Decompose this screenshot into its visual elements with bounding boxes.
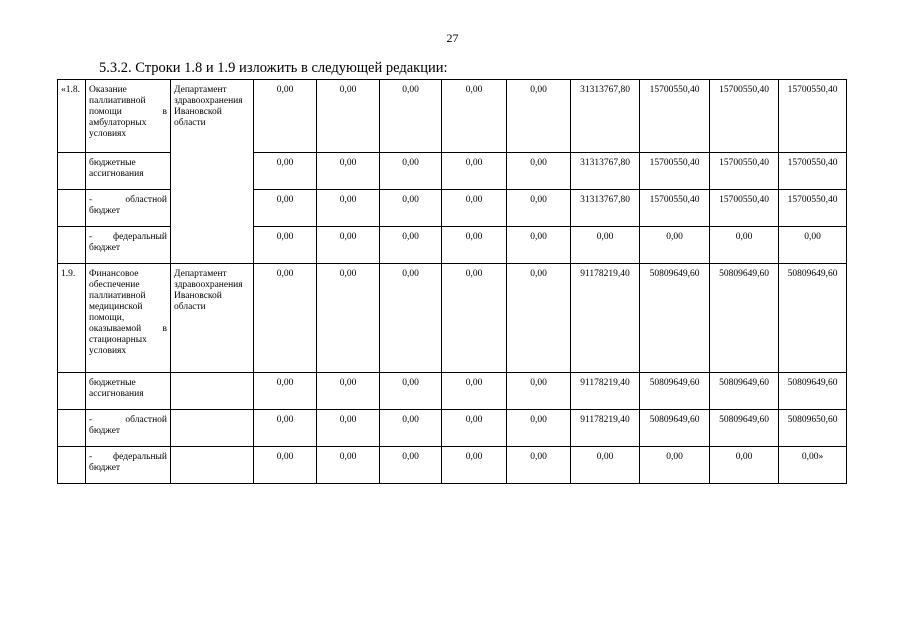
table-cell: 0,00	[254, 447, 317, 484]
section-heading: 5.3.2. Строки 1.8 и 1.9 изложить в следующей редакции:	[99, 60, 448, 76]
table-cell: 91178219,40	[571, 264, 640, 373]
row-index	[58, 373, 86, 410]
table-cell: 0,00	[710, 227, 779, 264]
row-index	[58, 153, 86, 190]
table-cell: 0,00	[254, 190, 317, 227]
table-cell: 0,00	[317, 373, 380, 410]
table-cell: 0,00	[380, 410, 442, 447]
table-cell: 0,00	[317, 447, 380, 484]
table-cell: 0,00	[317, 227, 380, 264]
row-name: Оказание паллиативной помощи в амбулаторных условиях	[86, 80, 171, 153]
table-cell: 50809649,60	[779, 264, 847, 373]
row-index: 1.9.	[58, 264, 86, 373]
table-cell: 50809649,60	[779, 373, 847, 410]
budget-table-body	[58, 80, 847, 484]
table-cell: 0,00	[317, 410, 380, 447]
table-cell: 0,00	[571, 227, 640, 264]
table-cell: 50809650,60	[779, 410, 847, 447]
table-cell: 0,00	[442, 410, 507, 447]
row-executor	[171, 447, 254, 484]
row-index: «1.8.	[58, 80, 86, 153]
table-cell: 0,00»	[779, 447, 847, 484]
row-index	[58, 190, 86, 227]
table-cell: 50809649,60	[710, 264, 779, 373]
table-cell: 0,00	[317, 190, 380, 227]
table-cell: 15700550,40	[710, 190, 779, 227]
table-cell: 50809649,60	[640, 264, 710, 373]
table-cell: 15700550,40	[710, 80, 779, 153]
table-cell: 0,00	[317, 153, 380, 190]
table-cell: 0,00	[779, 227, 847, 264]
table-cell: 0,00	[380, 447, 442, 484]
table-cell: 0,00	[507, 373, 571, 410]
table-cell: 0,00	[507, 153, 571, 190]
table-cell: 15700550,40	[640, 80, 710, 153]
table-cell: 0,00	[254, 264, 317, 373]
table-cell: 0,00	[507, 447, 571, 484]
table-cell: 15700550,40	[640, 190, 710, 227]
row-index	[58, 227, 86, 264]
row-index	[58, 410, 86, 447]
table-cell: 91178219,40	[571, 373, 640, 410]
table-cell: 15700550,40	[779, 80, 847, 153]
table-row	[58, 373, 847, 410]
table-row-1-9	[58, 264, 847, 373]
row-executor	[171, 373, 254, 410]
table-row	[58, 410, 847, 447]
row-index	[58, 447, 86, 484]
table-cell: 0,00	[710, 447, 779, 484]
table-cell: 0,00	[507, 410, 571, 447]
row-label: - федеральный бюджет	[86, 447, 171, 484]
table-cell: 0,00	[317, 264, 380, 373]
row-executor: Департамент здравоохранения Ивановской области	[171, 80, 254, 264]
table-cell: 31313767,80	[571, 80, 640, 153]
table-cell: 50809649,60	[710, 373, 779, 410]
table-cell: 0,00	[442, 447, 507, 484]
table-cell: 0,00	[380, 373, 442, 410]
table-cell: 0,00	[640, 447, 710, 484]
table-cell: 15700550,40	[710, 153, 779, 190]
table-cell: 0,00	[442, 373, 507, 410]
table-cell: 0,00	[380, 264, 442, 373]
table-cell: 0,00	[254, 227, 317, 264]
table-cell: 0,00	[442, 227, 507, 264]
table-cell: 0,00	[442, 153, 507, 190]
table-cell: 31313767,80	[571, 190, 640, 227]
table-cell: 0,00	[507, 264, 571, 373]
table-cell: 15700550,40	[640, 153, 710, 190]
table-cell: 15700550,40	[779, 153, 847, 190]
table-row-1-8	[58, 80, 847, 153]
table-cell: 0,00	[640, 227, 710, 264]
table-row	[58, 447, 847, 484]
table-cell: 0,00	[442, 190, 507, 227]
table-cell: 0,00	[442, 80, 507, 153]
table-cell: 50809649,60	[640, 373, 710, 410]
table-cell: 31313767,80	[571, 153, 640, 190]
table-cell: 0,00	[380, 190, 442, 227]
table-cell: 50809649,60	[640, 410, 710, 447]
table-cell: 0,00	[254, 410, 317, 447]
table-cell: 0,00	[507, 80, 571, 153]
page-number: 27	[446, 31, 459, 45]
table-cell: 50809649,60	[710, 410, 779, 447]
row-label: - областной бюджет	[86, 190, 171, 227]
row-label: бюджетные ассигнования	[86, 153, 171, 190]
table-cell: 0,00	[571, 447, 640, 484]
table-cell: 0,00	[380, 153, 442, 190]
table-cell: 0,00	[254, 80, 317, 153]
table-cell: 0,00	[380, 80, 442, 153]
table-cell: 0,00	[380, 227, 442, 264]
table-cell: 0,00	[317, 80, 380, 153]
table-cell: 0,00	[507, 227, 571, 264]
table-cell: 15700550,40	[779, 190, 847, 227]
row-name: Финансовое обеспечение паллиативной медицинской помощи, оказываемой в стационарных условиях	[86, 264, 171, 373]
row-executor	[171, 410, 254, 447]
table-cell: 0,00	[254, 153, 317, 190]
row-label: - областной бюджет	[86, 410, 171, 447]
row-label: - федеральный бюджет	[86, 227, 171, 264]
budget-table	[57, 79, 847, 484]
table-cell: 0,00	[442, 264, 507, 373]
table-cell: 0,00	[507, 190, 571, 227]
row-label: бюджетные ассигнования	[86, 373, 171, 410]
table-cell: 91178219,40	[571, 410, 640, 447]
row-executor: Департамент здравоохранения Ивановской области	[171, 264, 254, 373]
table-cell: 0,00	[254, 373, 317, 410]
